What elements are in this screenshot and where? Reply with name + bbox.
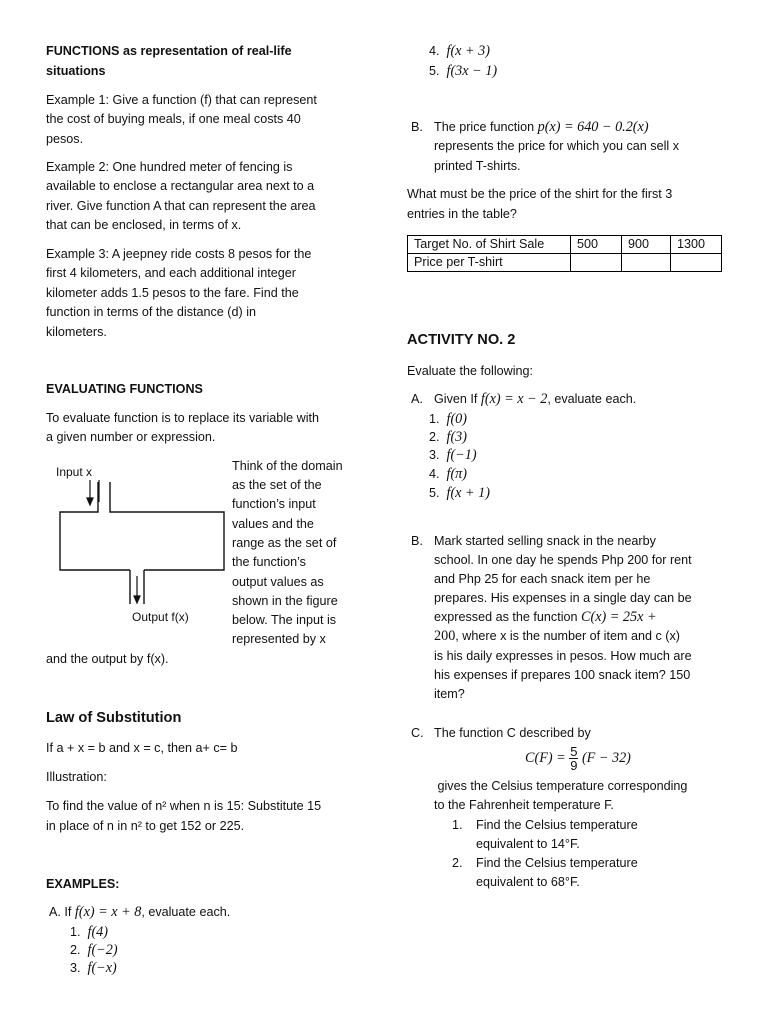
example3-line: function in terms of the distance (d) in: [46, 305, 256, 319]
example2-line: that can be enclosed, in terms of x.: [46, 218, 242, 232]
continued-item: 4. f(x + 3): [429, 43, 490, 59]
domain-text-line: below. The input is: [232, 613, 337, 627]
price-item-label: B.: [411, 120, 423, 134]
activity-a-function: f(x) = x − 2: [480, 391, 548, 407]
domain-text-line: values and the: [232, 517, 314, 531]
activity-b-line: his expenses if prepares 100 snack item? 150: [434, 668, 691, 682]
domain-text-line: represented by x: [232, 632, 326, 646]
example2-line: river. Give function A that can represent the area: [46, 199, 316, 213]
price-text-line: printed T-shirts.: [434, 159, 521, 173]
activity-c-line: to the Fahrenheit temperature F.: [434, 798, 614, 812]
activity-a-item: 4. f(π): [429, 466, 468, 482]
table-cell: [622, 254, 671, 272]
domain-text-line: as the set of the: [232, 478, 322, 492]
example3-line: kilometer adds 1.5 pesos to the fare. Find the: [46, 286, 299, 300]
activity-c-item-number: 1.: [452, 818, 463, 832]
illustration-text-line: To find the value of n² when n is 15: Substitute 15: [46, 799, 322, 813]
price-text-line: represents the price for which you can sell x: [434, 139, 679, 153]
example-a-line: [49, 903, 230, 922]
section-title-line1: FUNCTIONS as representation of real-life: [46, 44, 292, 58]
price-function-line: The price function p(x) = 640 − 0.2(x): [434, 119, 649, 135]
activity-b-line: and Php 25 for each snack item per he: [434, 572, 651, 586]
continued-item: 5. f(3x − 1): [429, 63, 498, 79]
activity-a-item: 1. f(0): [429, 411, 468, 427]
example3-line: Example 3: A jeepney ride costs 8 pesos for the: [46, 247, 312, 261]
example1-line: the cost of buying meals, if one meal costs 40: [46, 112, 301, 126]
example2-line: available to enclose a rectangular area next to a: [46, 179, 315, 193]
domain-text-line: range as the set of: [232, 536, 337, 550]
continued-expr: f(x + 3): [446, 43, 490, 59]
example-a-item: 1. f(4): [70, 924, 109, 940]
example-a-expr: f(−x): [87, 960, 117, 976]
machine-outline: [60, 482, 224, 604]
activity-b-label: B.: [411, 534, 423, 548]
table-header-cell: Price per T-shirt: [408, 254, 571, 272]
continued-expr: f(3x − 1): [446, 63, 498, 79]
evaluate-instruction: Evaluate the following:: [407, 364, 534, 378]
table-cell: 900: [622, 236, 671, 254]
activity-c-item: equivalent to 14°F.: [476, 837, 580, 851]
diagram-input-label: Input x: [56, 465, 93, 479]
table-row: [408, 236, 722, 254]
activity-b-line: is his daily expresses in pesos. How much are: [434, 649, 692, 663]
examples-heading: EXAMPLES:: [46, 877, 120, 891]
question-line: What must be the price of the shirt for the first 3: [407, 187, 673, 201]
example-a-function: f(x) = x + 8: [74, 904, 142, 920]
price-function: p(x) = 640 − 0.2(x): [537, 119, 649, 135]
example1-line: pesos.: [46, 132, 84, 146]
activity-c-item: equivalent to 68°F.: [476, 875, 580, 889]
evaluating-text-line: To evaluate function is to replace its variable with: [46, 411, 320, 425]
example-a-item: 3. f(−x): [70, 960, 117, 976]
example3-line: kilometers.: [46, 325, 107, 339]
table-cell: 500: [571, 236, 622, 254]
activity-c-item-number: 2.: [452, 856, 463, 870]
activity-b-line: Mark started selling snack in the nearby: [434, 534, 656, 548]
domain-text-line: function’s input: [232, 497, 316, 511]
domain-text-line: shown in the figure: [232, 594, 338, 608]
law-text: If a + x = b and x = c, then a+ c= b: [46, 741, 238, 755]
input-arrows: [87, 480, 99, 505]
activity-b-line: item?: [434, 687, 465, 701]
domain-text-line: output values as: [232, 575, 324, 589]
table-row: [408, 254, 722, 272]
activity-a-line: Given If f(x) = x − 2, evaluate each.: [434, 391, 637, 407]
evaluating-functions-heading: EVALUATING FUNCTIONS: [46, 382, 203, 396]
activity-a-item: 5. f(x + 1): [429, 485, 490, 501]
activity-a-item: 2. f(3): [429, 429, 468, 445]
output-arrow: [134, 576, 140, 603]
example3-line: first 4 kilometers, and each additional integer: [46, 266, 296, 280]
example2-line: Example 2: One hundred meter of fencing is: [46, 160, 293, 174]
activity-heading: ACTIVITY NO. 2: [407, 332, 516, 348]
activity-c-item: Find the Celsius temperature: [476, 856, 638, 870]
table-cell: [571, 254, 622, 272]
example-a-expr: f(−2): [87, 942, 118, 958]
fraction: $\frac{5}{9}$: [570, 744, 578, 773]
domain-text-line: the function’s: [232, 555, 306, 569]
activity-c-item: Find the Celsius temperature: [476, 818, 638, 832]
evaluating-text-line: a given number or expression.: [46, 430, 216, 444]
domain-text-tail: and the output by f(x).: [46, 652, 169, 666]
question-line: entries in the table?: [407, 207, 517, 221]
activity-a-label: A.: [411, 392, 423, 406]
example-a-prefix: A. If: [49, 905, 72, 919]
activity-b-line: 200, where x is the number of item and c (x): [434, 628, 680, 644]
table-header-cell: Target No. of Shirt Sale: [408, 236, 571, 254]
illustration-text-line: in place of n in n² to get 152 or 225.: [46, 819, 245, 833]
function-machine-diagram: [52, 458, 232, 628]
example-a-suffix: , evaluate each.: [141, 905, 231, 919]
activity-c-line: The function C described by: [434, 726, 591, 740]
example1-line: Example 1: Give a function (f) that can represent: [46, 93, 317, 107]
activity-b-line: school. In one day he spends Php 200 for rent: [434, 553, 692, 567]
diagram-output-label: Output f(x): [132, 610, 189, 624]
activity-b-line: expressed as the function C(x) = 25x +: [434, 609, 657, 625]
shirt-price-table: [407, 235, 722, 272]
example-a-expr: f(4): [87, 924, 109, 940]
celsius-formula: C(F) = $\frac{5}{9}$ (F − 32): [525, 744, 631, 773]
domain-text-line: Think of the domain: [232, 459, 343, 473]
table-cell: 1300: [671, 236, 722, 254]
law-of-substitution-heading: Law of Substitution: [46, 710, 182, 726]
table-cell: [671, 254, 722, 272]
activity-c-label: C.: [411, 726, 424, 740]
activity-c-line: gives the Celsius temperature corresponding: [434, 779, 688, 793]
illustration-label: Illustration:: [46, 770, 107, 784]
expense-function: C(x) = 25x +: [581, 609, 657, 625]
activity-a-item: 3. f(−1): [429, 447, 477, 463]
example-a-item: 2. f(−2): [70, 942, 118, 958]
activity-b-line: prepares. His expenses in a single day can be: [434, 591, 692, 605]
section-title-line2: situations: [46, 64, 106, 78]
